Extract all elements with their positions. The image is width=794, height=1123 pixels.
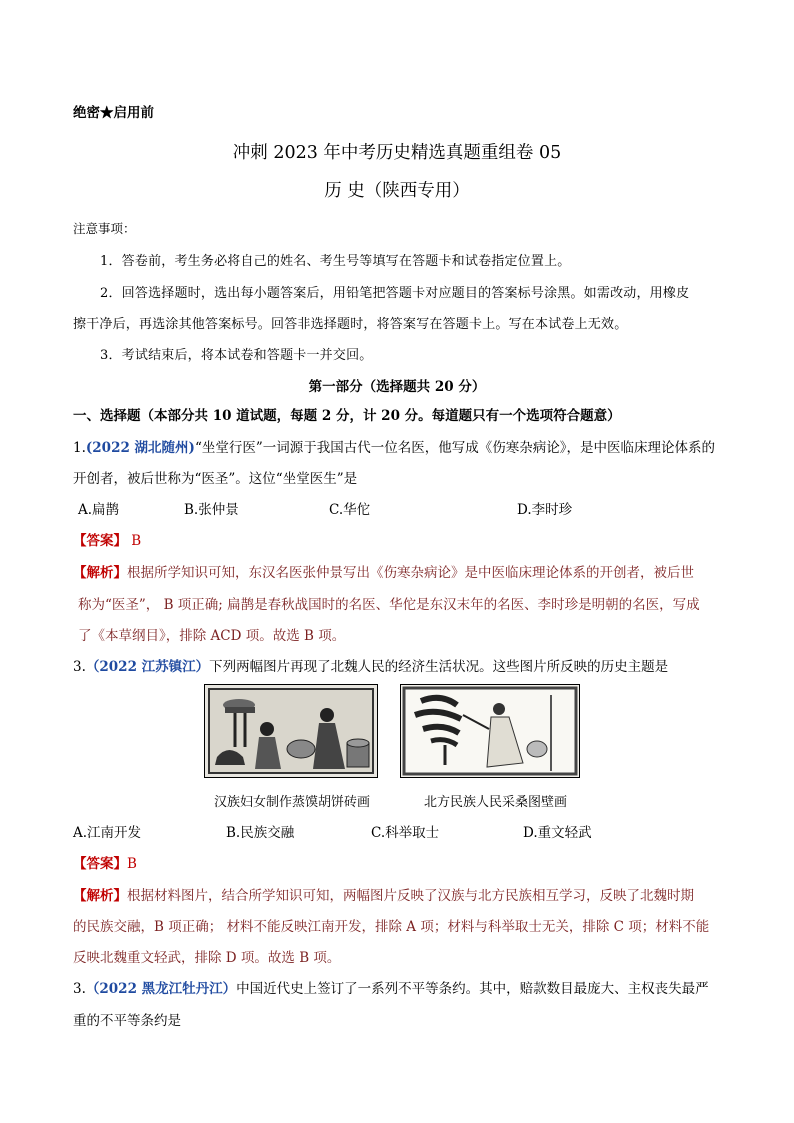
note-item-2-cont: 擦干净后，再选涂其他答案标号。回答非选择题时，将答案写在答题卡上。写在本试卷上无效。	[73, 317, 628, 332]
option-c: C.华佗	[329, 502, 371, 518]
part-title: 第一部分（选择题共 20 分）	[308, 379, 486, 395]
explanation-1	[73, 561, 694, 581]
explanation-2	[73, 884, 694, 904]
note-item-3: 3．考试结束后，将本试卷和答题卡一并交回。	[100, 348, 373, 363]
option-d: D.李时珍	[517, 502, 573, 518]
answer-label: 【答案】	[73, 533, 127, 549]
brick-painting-image	[204, 684, 378, 778]
question-number: 3.	[73, 659, 86, 675]
question-number: 1.	[73, 440, 86, 456]
explanation-label: 【解析】	[73, 888, 127, 904]
option-d: D.重文轻武	[523, 825, 592, 841]
question-source: (2022 湖北随州)	[85, 440, 195, 456]
option-a: A.扁鹊	[78, 502, 120, 518]
page-title: 冲刺 2023 年中考历史精选真题重组卷 05	[232, 143, 562, 163]
question-1-cont: 开创者，被后世称为“医圣”。这位“坐堂医生”是	[73, 471, 358, 487]
answer-label: 【答案】	[73, 856, 127, 872]
explanation-2-line2: 的民族交融，B 项正确； 材料不能反映江南开发，排除 A 项；材料与科举取士无关，排除 C 项；材料不能	[73, 919, 710, 935]
explanation-text: 根据材料图片，结合所学知识可知，两幅图片反映了汉族与北方民族相互学习，反映了北魏时期	[127, 888, 694, 904]
answer-value: B	[131, 533, 142, 549]
notes-heading: 注意事项：	[73, 221, 136, 236]
question-1	[73, 436, 715, 456]
option-b: B.民族交融	[226, 825, 295, 841]
explanation-2-line3: 反映北魏重文轻武，排除 D 项。故选 B 项。	[73, 950, 341, 966]
mulberry-mural-image	[400, 684, 580, 778]
answer-1	[73, 529, 141, 549]
question-text: “坐堂行医”一词源于我国古代一位名医，他写成《伤寒杂病论》，是中医临床理论体系的	[194, 440, 716, 456]
note-item-1: 1．答卷前，考生务必将自己的姓名、考生号等填写在答题卡和试卷指定位置上。	[100, 254, 571, 269]
question-source: （2022 江苏镇江）	[85, 659, 210, 675]
option-a: A.江南开发	[73, 825, 142, 841]
note-item-2: 2．回答选择题时，选出每小题答案后，用铅笔把答题卡对应题目的答案标号涂黑。如需改动，用橡皮	[100, 286, 690, 301]
answer-2	[73, 852, 137, 872]
option-c: C.科举取士	[371, 825, 440, 841]
section-title: 一、选择题（本部分共 10 道试题，每题 2 分，计 20 分。每道题只有一个选项符合题意）	[73, 408, 621, 424]
question-3-cont: 重的不平等条约是	[73, 1013, 181, 1029]
option-b: B.张仲景	[184, 502, 239, 518]
question-2	[73, 655, 668, 675]
question-text: 下列两幅图片再现了北魏人民的经济生活状况。这些图片所反映的历史主题是	[209, 659, 669, 675]
explanation-label: 【解析】	[73, 565, 127, 581]
explanation-text: 根据所学知识可知，东汉名医张仲景写出《伤寒杂病论》是中医临床理论体系的开创者，被后世	[127, 565, 694, 581]
question-3	[73, 977, 709, 997]
question-number: 3.	[73, 981, 86, 997]
caption-left: 汉族妇女制作蒸馍胡饼砖画	[214, 795, 371, 810]
page-subtitle: 历 史（陕西专用）	[324, 181, 470, 201]
caption-right: 北方民族人民采桑图壁画	[424, 795, 568, 810]
question-text: 中国近代史上签订了一系列不平等条约。其中，赔款数目最庞大、主权丧失最严	[236, 981, 709, 997]
answer-value: B	[127, 856, 137, 872]
secret-label: 绝密★启用前	[73, 105, 154, 121]
explanation-1-line3: 了《本草纲目》，排除 ACD 项。故选 B 项。	[78, 628, 346, 644]
question-source: （2022 黑龙江牡丹江）	[85, 981, 237, 997]
explanation-1-line2: 称为“医圣”， B 项正确; 扁鹊是春秋战国时的名医、华佗是东汉末年的名医、李时珍是明朝的名医，写成	[78, 597, 700, 613]
